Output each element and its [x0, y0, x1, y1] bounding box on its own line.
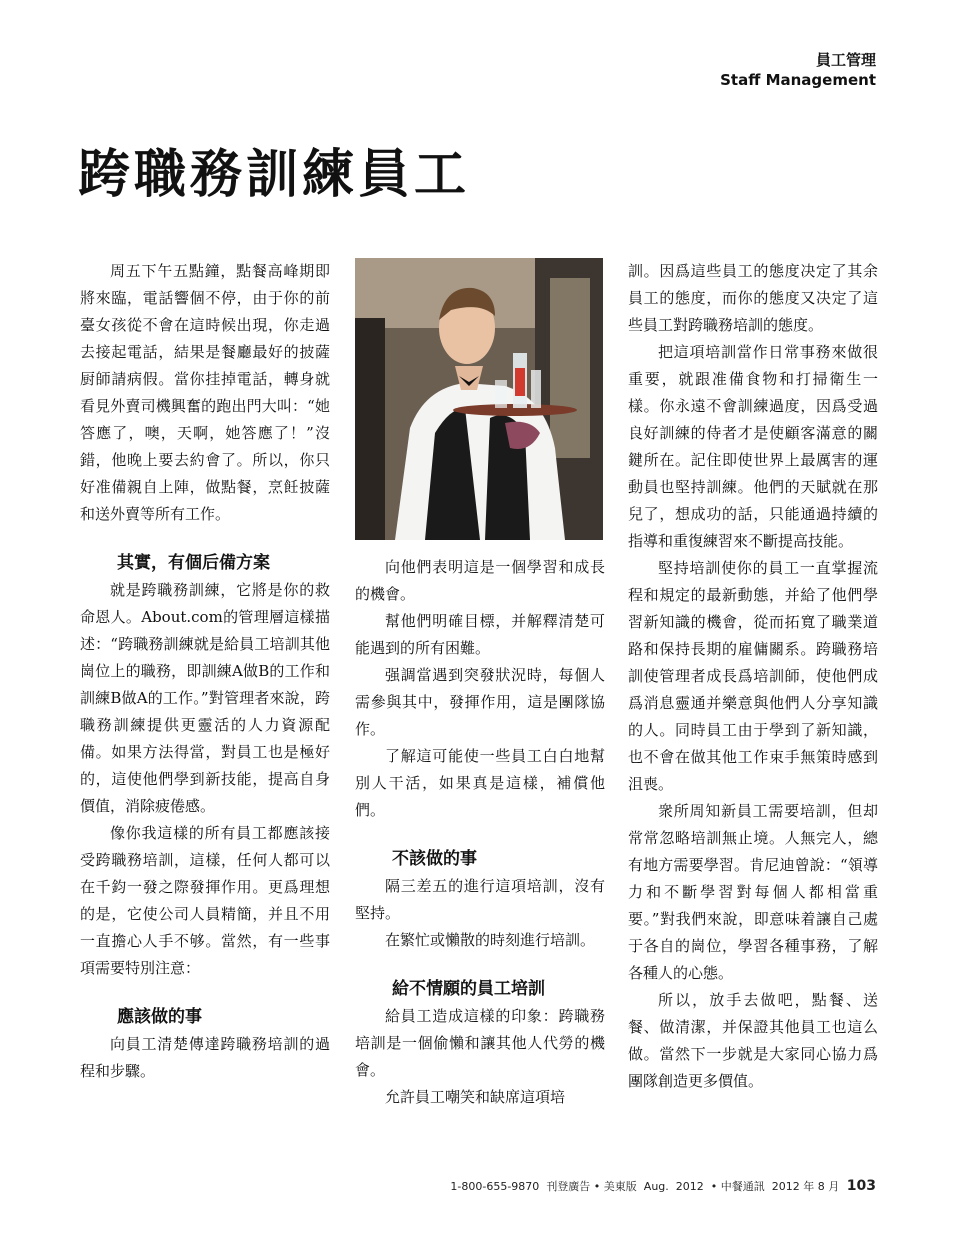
footer-publication: • 中餐通訊: [710, 1180, 765, 1193]
paragraph: 向員工清楚傳達跨職務培訓的過程和步驟。: [80, 1035, 330, 1080]
paragraph: 像你我這樣的所有員工都應該接受跨職務培訓，這樣，任何人都可以在千鈞一發之際發揮作用。更爲理想的是，它使公司人員精簡，并且不用一直擔心人手不够。當然，有一些事項需要特別注意：: [80, 824, 330, 977]
paragraph: 幫他們明確目標，并解釋清楚可能遇到的所有困難。: [355, 612, 605, 657]
paragraph: 訓。因爲這些員工的態度决定了其余員工的態度，而你的態度又决定了這些員工對跨職務培訓的態度。: [628, 262, 878, 334]
paragraph: 堅持培訓使你的員工一直掌握流程和規定的最新動態，并給了他們學習新知識的機會，從而拓寬了職業道路和保持長期的雇傭關系。跨職務培訓使管理者成長爲培訓師，使他們成爲消息靈通并樂意與他們人分享知識的人。同時員工由于學到了新知識，也不會在做其他工作束手無策時感到沮喪。: [628, 559, 878, 793]
section-label: [720, 50, 876, 90]
footer-ad: 刊登廣告 • 美東版: [546, 1180, 637, 1193]
article-title: 跨職務訓練員工: [78, 144, 471, 205]
footer-phone: 1-800-655-9870: [450, 1180, 540, 1193]
waiter-illustration: [355, 258, 603, 540]
page-number: 103: [846, 1178, 876, 1194]
column-3: [628, 258, 878, 1095]
paragraph: 把這項培訓當作日常事務來做很重要，就跟准備食物和打掃衛生一樣。你永遠不會訓練過度，因爲受過良好訓練的侍者才是使顧客滿意的關鍵所在。記住即使世界上最厲害的運動員也堅持訓練。他們的天賦就在那兒了，想成功的話，只能通過持續的指導和重復練習來不斷提高技能。: [628, 343, 878, 550]
paragraph: 隔三差五的進行這項培訓，沒有堅持。: [355, 877, 605, 922]
paragraph: 向他們表明這是一個學習和成長的機會。: [355, 558, 605, 603]
column-2: [355, 258, 605, 1111]
footer-year: 2012: [675, 1180, 704, 1193]
paragraph: 强調當遇到突發狀況時，每個人需參與其中，發揮作用，這是團隊協作。: [355, 666, 605, 738]
subheading: 給不情願的員工培訓: [392, 979, 545, 999]
section-label-en: Staff Management: [720, 71, 876, 89]
waiter-photo: [355, 258, 603, 540]
paragraph: 就是跨職務訓練，它將是你的救命恩人。About.com的管理層這樣描述：“跨職務訓練就是給員工培訓其他崗位上的職務，即訓練A做B的工作和訓練B做A的工作。”對管理者來說，跨職務訓練提供更靈活的人力資源配備。如果方法得當，對員工也是極好的，這使他們學到新技能，提高自身價值，消除疲倦感。: [80, 581, 330, 815]
paragraph: 所以，放手去做吧，點餐、送餐、做清潔，并保證其他員工也這么做。當然下一步就是大家同心協力爲團隊創造更多價值。: [628, 991, 878, 1090]
paragraph: 了解這可能使一些員工白白地幫別人干活，如果真是這樣，補償他們。: [355, 747, 605, 819]
footer-date: 2012 年 8 月: [771, 1180, 840, 1193]
subheading: 不該做的事: [392, 849, 477, 869]
paragraph: 在繁忙或懶散的時刻進行培訓。: [385, 931, 596, 949]
paragraph: 衆所周知新員工需要培訓，但却常常忽略培訓無止境。人無完人，總有地方需要學習。肯尼迪曾說：“領導力和不斷學習對每個人都相當重要。”對我們來說，即意味着讓自己處于各自的崗位，學習各種事務，了解各種人的心態。: [628, 802, 878, 982]
subheading: 其實，有個后備方案: [117, 553, 270, 573]
column-1: [80, 258, 330, 1085]
subheading: 應該做的事: [117, 1007, 202, 1027]
section-label-zh: 員工管理: [815, 51, 876, 69]
footer-month: Aug.: [643, 1180, 669, 1193]
paragraph: 允許員工嘲笑和缺席這項培: [385, 1088, 566, 1106]
paragraph: 給員工造成這樣的印象：跨職務培訓是一個偷懶和讓其他人代勞的機會。: [355, 1007, 605, 1079]
paragraph: 周五下午五點鐘，點餐高峰期即將來臨，電話響個不停，由于你的前臺女孩從不會在這時候出現，你走過去接起電話，結果是餐廳最好的披薩厨師請病假。當你挂掉電話，轉身就看見外賣司機興奮的跑出門大叫：“她答應了，噢，天啊，她答應了！”沒錯，他晚上要去約會了。所以，你只好准備親自上陣，做點餐，烹飪披薩和送外賣等所有工作。: [80, 262, 330, 523]
page-footer: [450, 1178, 876, 1194]
